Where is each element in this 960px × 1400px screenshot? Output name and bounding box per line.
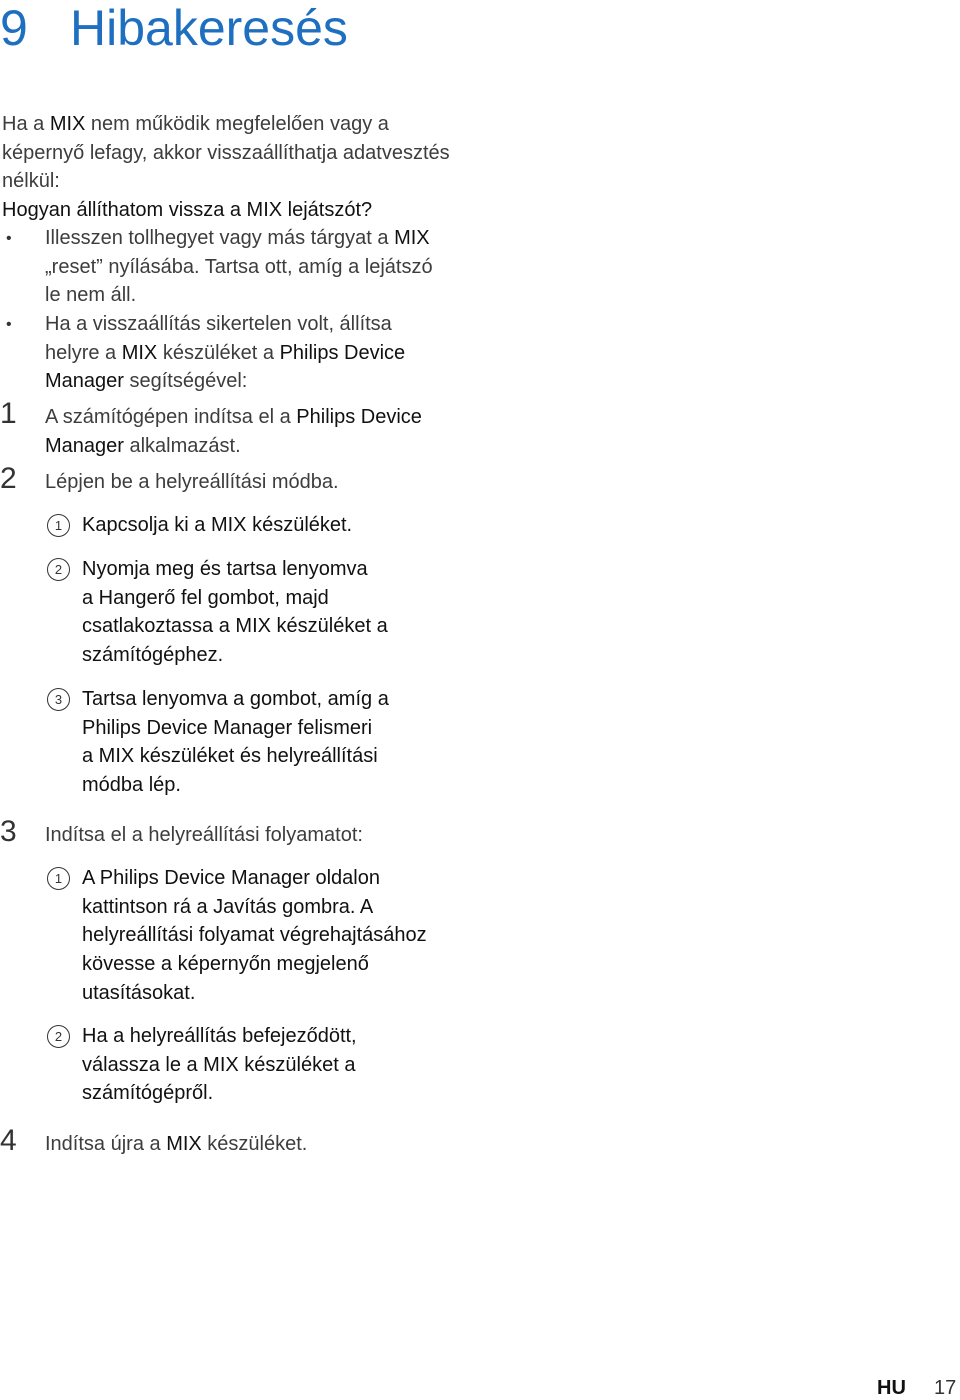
step-number: 3 [0,815,17,848]
bullet-item: Ha a visszaállítás sikertelen volt, állítsa helyre a MIX készüléket a Philips Device Manager segítségével: [45,313,406,393]
step-number: 4 [0,1124,17,1157]
bullet-item: Illesszen tollhegyet vagy más tárgyat a MIX „reset” nyílásába. Tartsa ott, amíg a lejátszó le nem áll. [45,227,433,307]
footer-language: HU [877,1377,906,1399]
step-number: 2 [0,462,17,495]
step-text: Lépjen be a helyreállítási módba. [45,471,339,493]
substep-marker: 2 [47,1025,70,1048]
step-text: A számítógépen indítsa el a Philips Device Manager alkalmazást. [45,406,422,457]
intro-line: Ha a MIX nem működik megfelelően vagy a [2,113,389,135]
intro-line: nélkül: [2,170,60,193]
bullet-dot: • [6,316,12,333]
intro-question: Hogyan állíthatom vissza a MIX lejátszót? [2,199,373,222]
step-number: 1 [0,397,17,430]
intro-paragraph [2,110,450,225]
chapter-number: 9 [0,0,28,56]
substep-marker: 1 [47,867,70,890]
substep-marker: 1 [47,514,70,537]
substep-text: A Philips Device Manager oldalon kattintson rá a Javítás gombra. A helyreállítási folyamat végrehajtásához kövesse a képernyőn megjelenő utasításokat. [82,867,427,1004]
bullet-dot: • [6,230,12,247]
page-title [0,0,348,56]
footer-page-number: 17 [934,1377,957,1399]
substep-text: Ha a helyreállítás befejeződött, válassza le a MIX készüléket a számítógépről. [82,1025,357,1105]
substep-marker: 3 [47,688,70,711]
substep-text: Tartsa lenyomva a gombot, amíg a Philips Device Manager felismeri a MIX készüléket és helyreállítási módba lép. [82,688,389,797]
substep-text: Kapcsolja ki a MIX készüléket. [82,514,353,536]
substep-text: Nyomja meg és tartsa lenyomva a Hangerő fel gombot, majd csatlakoztassa a MIX készüléket a számítógéphez. [82,558,388,667]
substep-marker: 2 [47,558,70,581]
intro-line: képernyő lefagy, akkor visszaállíthatja adatvesztés [2,141,450,164]
step-text: Indítsa újra a MIX készüléket. [45,1133,308,1155]
step-text: Indítsa el a helyreállítási folyamatot: [45,824,363,846]
chapter-title: Hibakeresés [70,0,348,56]
